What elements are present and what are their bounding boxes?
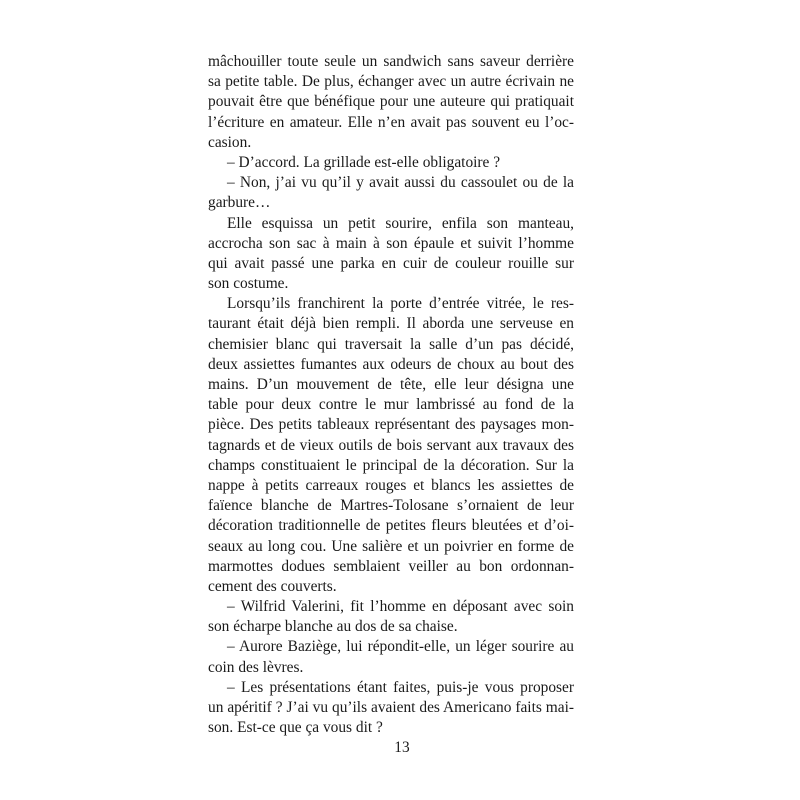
text-line: l’écriture en amateur. Elle n’en avait pas souvent eu l’oc- <box>208 113 574 131</box>
text-line: – D’accord. La grillade est-elle obligatoire ? <box>227 153 501 171</box>
text-line: – Non, j’ai vu qu’il y avait aussi du cassoulet ou de la <box>227 174 574 192</box>
text-line: deux assiettes fumantes aux odeurs de choux au bout des <box>208 355 574 373</box>
text-line: chemisier blanc qui traversait la salle d’un pas décidé, <box>208 335 574 353</box>
text-line: – Les présentations étant faites, puis-je vous proposer <box>227 678 574 696</box>
text-line: Lorsqu’ils franchirent la porte d’entrée vitrée, le res- <box>227 295 574 313</box>
text-line: faïence blanche de Martres-Tolosane s’ornaient de leur <box>208 497 574 515</box>
text-line: cement des couverts. <box>208 577 337 595</box>
text-line: sa petite table. De plus, échanger avec un autre écrivain ne <box>208 73 574 91</box>
text-line: son écharpe blanche au dos de sa chaise. <box>208 618 458 636</box>
text-line: nappe à petits carreaux rouges et blancs les assiettes de <box>208 476 574 494</box>
text-line: – Wilfrid Valerini, fit l’homme en déposant avec soin <box>227 598 574 616</box>
text-line: son. Est-ce que ça vous dit ? <box>208 719 383 737</box>
text-line: taurant était déjà bien rempli. Il aborda une serveuse en <box>208 315 574 333</box>
text-line: pouvait être que bénéfique pour une auteure qui pratiquait <box>208 93 574 111</box>
text-line: casion. <box>208 133 252 151</box>
text-line: accrocha son sac à main à son épaule et suivit l’homme <box>208 234 574 252</box>
text-line: pièce. Des petits tableaux représentant des paysages mon- <box>208 416 574 434</box>
body-text <box>208 52 574 738</box>
text-line: son costume. <box>208 275 289 293</box>
text-line: mains. D’un mouvement de tête, elle leur désigna une <box>208 376 574 393</box>
page-number: 13 <box>394 739 410 756</box>
text-line: table pour deux contre le mur lambrissé au fond de la <box>208 396 574 414</box>
text-line: décoration traditionnelle de petites fleurs bleutées et d’oi- <box>208 517 574 535</box>
text-line: champs constituaient le principal de la décoration. Sur la <box>208 456 574 474</box>
text-line: tagnards et de vieux outils de bois servant aux travaux des <box>208 436 574 454</box>
text-line: Elle esquissa un petit sourire, enfila son manteau, <box>227 214 574 232</box>
text-line: coin des lèvres. <box>208 658 304 676</box>
text-line: seaux au long cou. Une salière et un poivrier en forme de <box>208 537 574 555</box>
text-line: garbure… <box>208 194 271 212</box>
text-line: marmottes dodues semblaient veiller au bon ordonnan- <box>208 557 574 575</box>
text-line: qui avait passé une parka en cuir de couleur rouille sur <box>208 254 574 272</box>
text-line: un apéritif ? J’ai vu qu’ils avaient des Americano faits mai- <box>208 699 574 716</box>
text-line: – Aurore Baziège, lui répondit-elle, un léger sourire au <box>227 638 574 656</box>
text-line: mâchouiller toute seule un sandwich sans saveur derrière <box>208 53 574 70</box>
